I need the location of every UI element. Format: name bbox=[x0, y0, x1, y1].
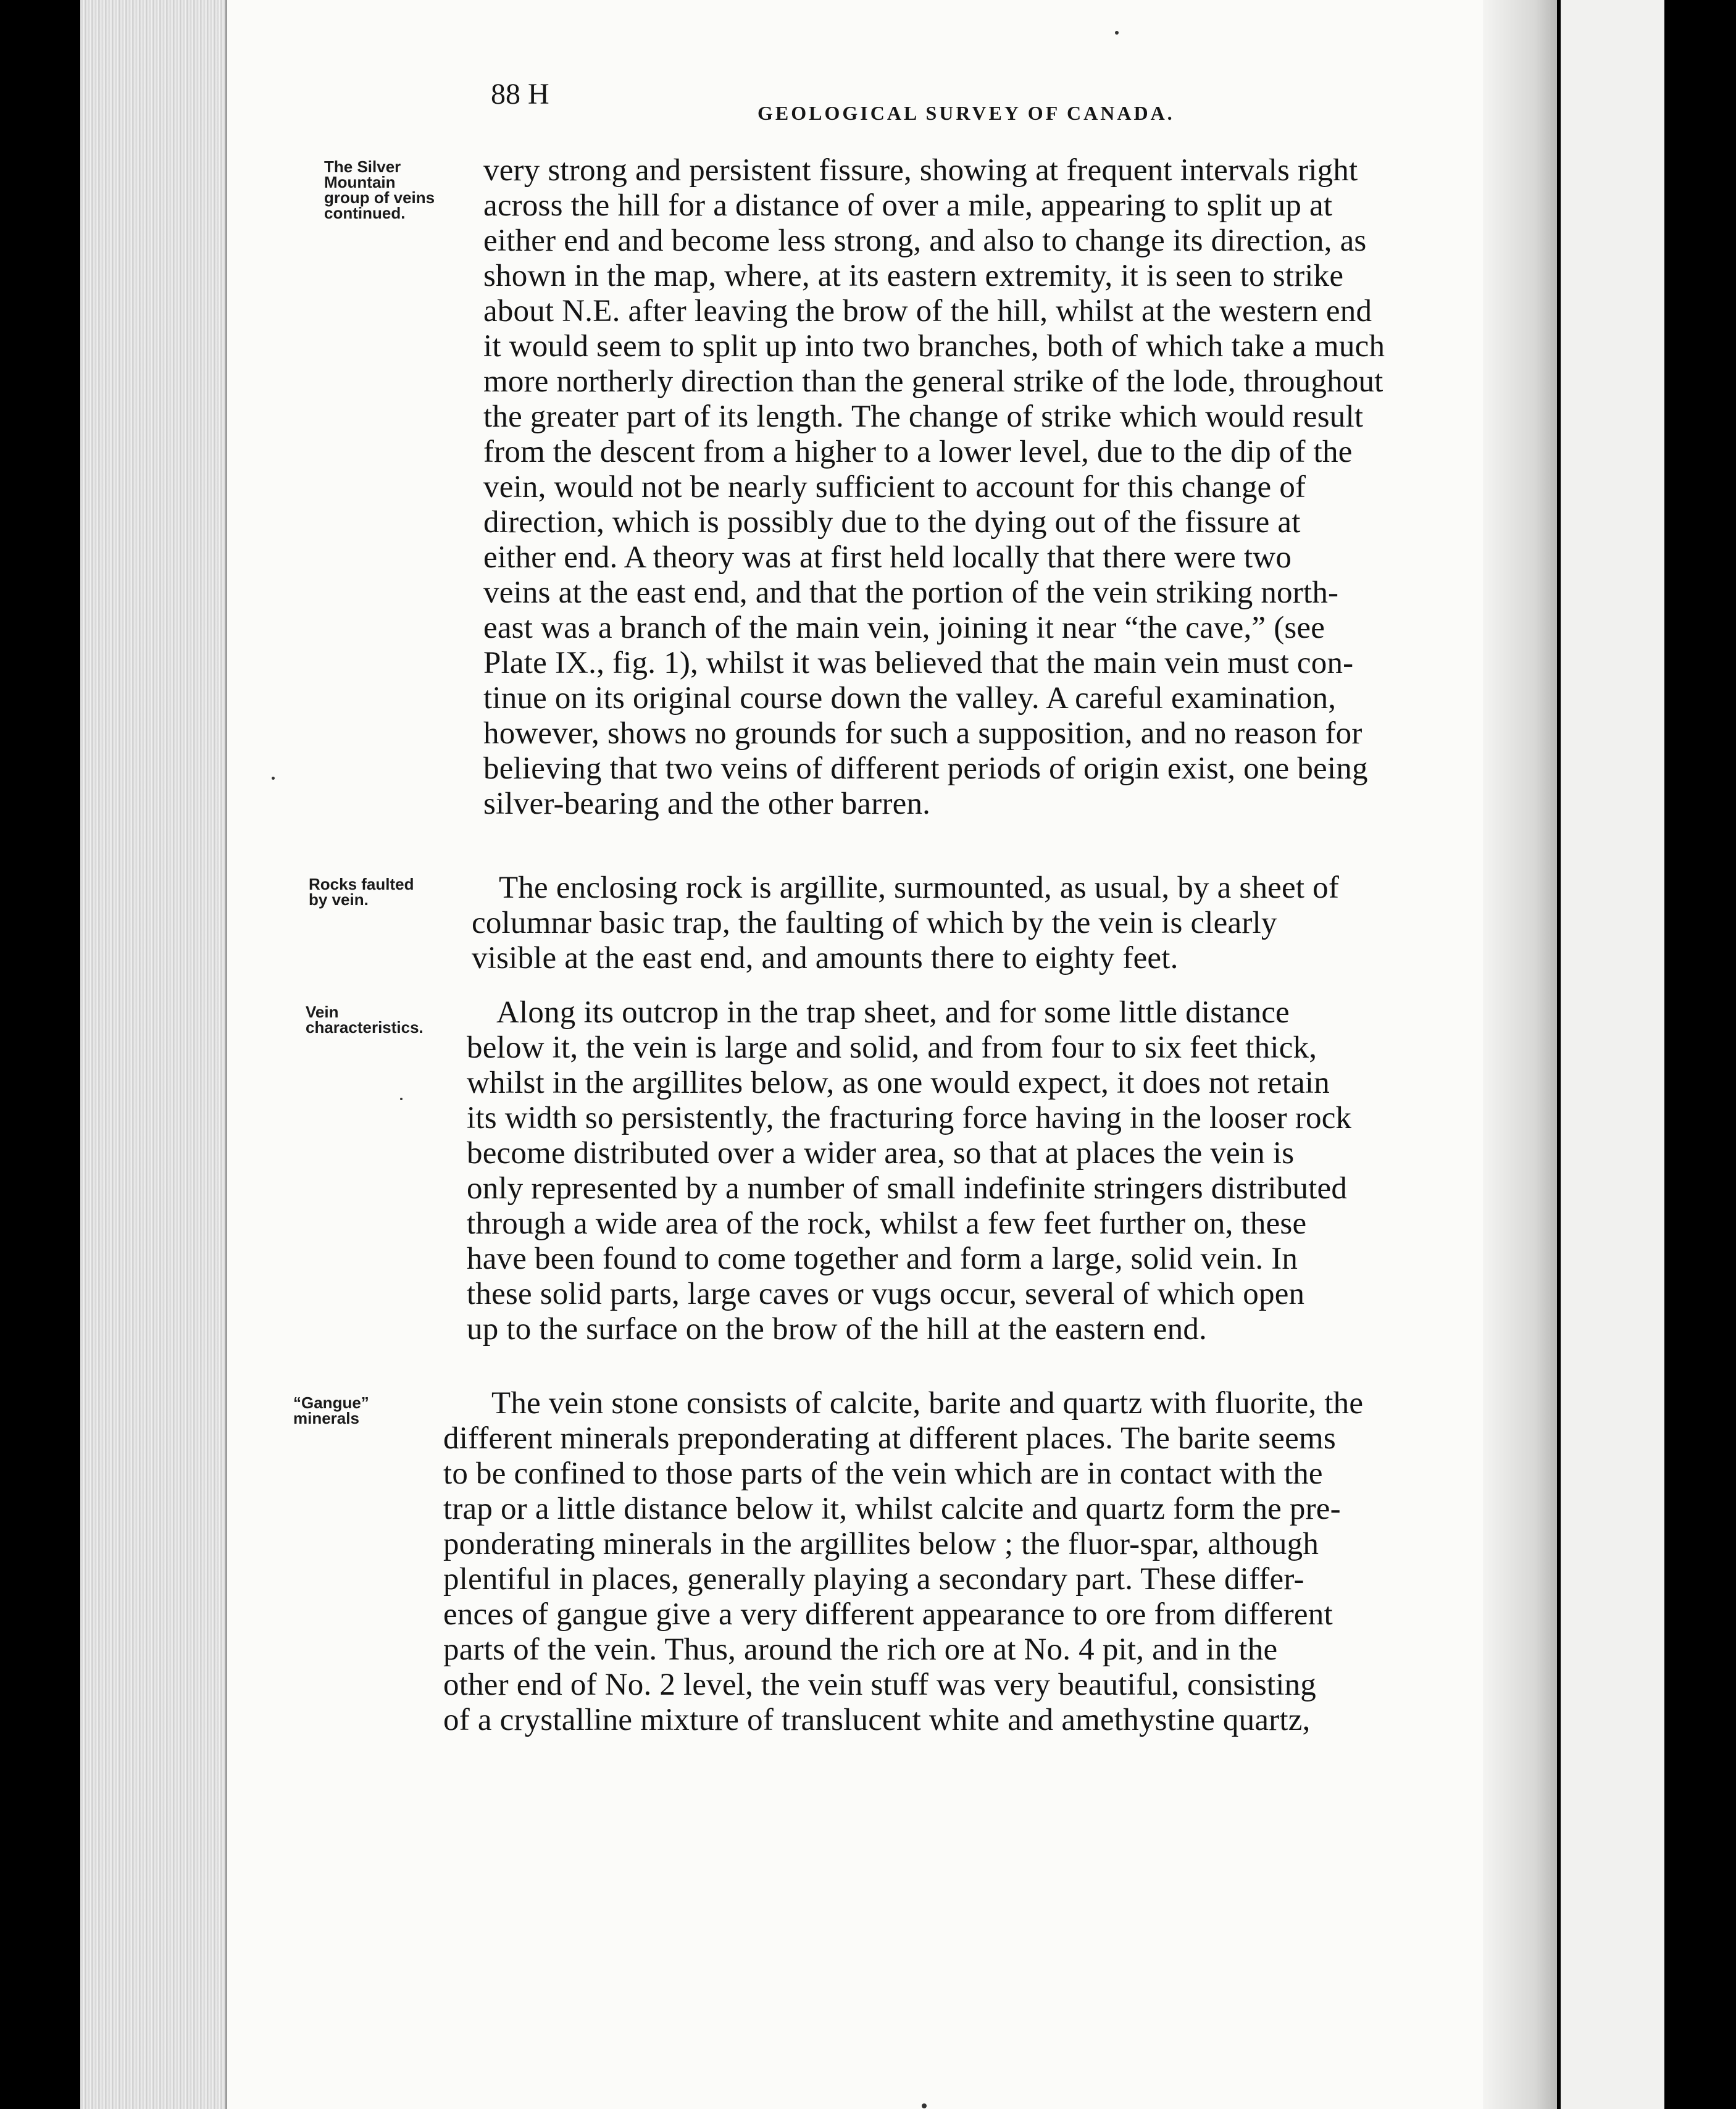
text-line: of a crystalline mixture of translucent white and amethystine quartz, bbox=[443, 1703, 1311, 1737]
text-line: plentiful in places, generally playing a secondary part. These differ- bbox=[443, 1562, 1304, 1597]
text-line: parts of the vein. Thus, around the rich ore at No. 4 pit, and in the bbox=[443, 1632, 1278, 1667]
text-line: have been found to come together and form a large, solid vein. In bbox=[467, 1242, 1298, 1276]
text-line: either end and become less strong, and also to change its direction, as bbox=[483, 223, 1367, 258]
text-line: different minerals preponderating at different places. The barite seems bbox=[443, 1421, 1336, 1456]
text-line: veins at the east end, and that the portion of the vein striking north- bbox=[483, 575, 1339, 610]
paragraph-enclosing-rock bbox=[472, 871, 1339, 976]
text-line: either end. A theory was at first held locally that there were two bbox=[483, 540, 1292, 575]
text-line: Along its outcrop in the trap sheet, and for some little distance bbox=[496, 995, 1290, 1030]
text-line: ponderating minerals in the argillites below ; the fluor-spar, although bbox=[443, 1527, 1319, 1561]
text-line: The vein stone consists of calcite, barite and quartz with fluorite, the bbox=[491, 1386, 1364, 1421]
text-line: these solid parts, large caves or vugs occur, several of which open bbox=[467, 1277, 1305, 1311]
text-line: across the hill for a distance of over a mile, appearing to split up at bbox=[483, 188, 1333, 223]
text-line: the greater part of its length. The change of strike which would result bbox=[483, 399, 1364, 434]
text-line: east was a branch of the main vein, joining it near “the cave,” (see bbox=[483, 611, 1325, 645]
text-line: believing that two veins of different periods of origin exist, one being bbox=[483, 751, 1368, 786]
text-line: visible at the east end, and amounts there to eighty feet. bbox=[472, 941, 1179, 975]
text-line: its width so persistently, the fracturing force having in the looser rock bbox=[467, 1101, 1352, 1135]
scan-speck bbox=[1115, 31, 1119, 35]
text-line: to be confined to those parts of the vein which are in contact with the bbox=[443, 1456, 1323, 1491]
text-line: direction, which is possibly due to the dying out of the fissure at bbox=[483, 505, 1301, 540]
scan-speck bbox=[922, 2103, 927, 2108]
text-line: ences of gangue give a very different appearance to ore from different bbox=[443, 1597, 1333, 1632]
scan-speck bbox=[272, 777, 275, 780]
text-line: more northerly direction than the general strike of the lode, throughout bbox=[483, 364, 1383, 399]
text-line: whilst in the argillites below, as one would expect, it does not retain bbox=[467, 1066, 1330, 1100]
sidenote-line: Mountain bbox=[324, 173, 396, 191]
sidenote-line: by vein. bbox=[309, 890, 369, 909]
text-line: only represented by a number of small indefinite stringers distributed bbox=[467, 1171, 1348, 1206]
text-line: tinue on its original course down the valley. A careful examination, bbox=[483, 681, 1337, 716]
paragraph-fissure bbox=[483, 153, 1385, 822]
sidenote-line: characteristics. bbox=[306, 1018, 424, 1037]
sidenote-line: The Silver bbox=[324, 157, 401, 176]
text-line: very strong and persistent fissure, showing at frequent intervals right bbox=[483, 153, 1358, 188]
text-line: become distributed over a wider area, so that at places the vein is bbox=[467, 1136, 1295, 1171]
running-head bbox=[491, 77, 1201, 133]
book-page-edges bbox=[80, 0, 227, 2109]
sidenote-line: “Gangue” bbox=[293, 1393, 369, 1412]
text-line: silver-bearing and the other barren. bbox=[483, 787, 931, 821]
text-line: up to the surface on the brow of the hill at the eastern end. bbox=[467, 1312, 1207, 1347]
text-line: from the descent from a higher to a lower level, due to the dip of the bbox=[483, 435, 1353, 469]
paragraph-vein-outcrop bbox=[467, 995, 1351, 1347]
running-title: GEOLOGICAL SURVEY OF CANADA. bbox=[757, 102, 1175, 124]
text-line: trap or a little distance below it, whilst calcite and quartz form the pre- bbox=[443, 1492, 1341, 1526]
text-line: below it, the vein is large and solid, and from four to six feet thick, bbox=[467, 1030, 1317, 1065]
book-gutter-shadow bbox=[1483, 0, 1557, 2109]
text-line: vein, would not be nearly sufficient to account for this change of bbox=[483, 470, 1306, 504]
facing-page-edge bbox=[1561, 0, 1664, 2109]
paragraph-vein-stone bbox=[443, 1386, 1363, 1738]
sidenote-line: continued. bbox=[324, 204, 406, 222]
scan-speck bbox=[400, 1098, 403, 1100]
text-line: through a wide area of the rock, whilst a few feet further on, these bbox=[467, 1206, 1307, 1241]
scan-background bbox=[1664, 0, 1736, 2109]
sidenote-line: minerals bbox=[293, 1409, 359, 1427]
text-line: shown in the map, where, at its eastern extremity, it is seen to strike bbox=[483, 259, 1344, 293]
text-line: however, shows no grounds for such a supposition, and no reason for bbox=[483, 716, 1363, 751]
sidenote-line: Vein bbox=[306, 1003, 339, 1021]
sidenote-line: Rocks faulted bbox=[309, 875, 414, 893]
text-line: The enclosing rock is argillite, surmounted, as usual, by a sheet of bbox=[499, 871, 1340, 905]
text-line: columnar basic trap, the faulting of which by the vein is clearly bbox=[472, 906, 1277, 940]
text-line: other end of No. 2 level, the vein stuff was very beautiful, consisting bbox=[443, 1668, 1317, 1702]
text-line: it would seem to split up into two branches, both of which take a much bbox=[483, 329, 1385, 364]
sidenote-line: group of veins bbox=[324, 188, 435, 207]
text-line: Plate IX., fig. 1), whilst it was believed that the main vein must con- bbox=[483, 646, 1354, 680]
text-line: about N.E. after leaving the brow of the hill, whilst at the western end bbox=[483, 294, 1372, 328]
page-number: 88 H bbox=[491, 78, 549, 111]
